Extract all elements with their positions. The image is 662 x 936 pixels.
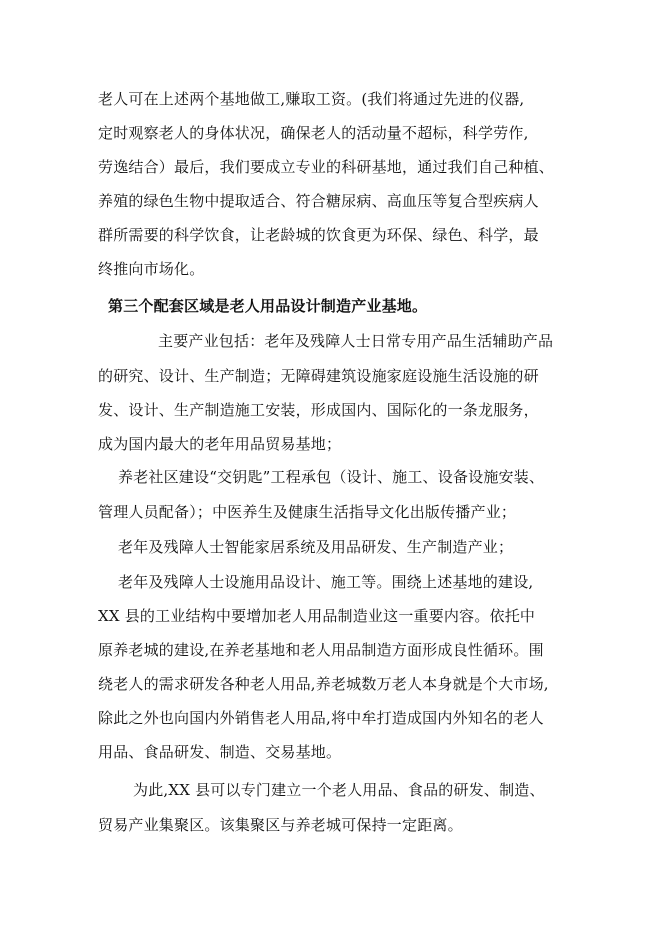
text-line: 老年及残障人士智能家居系统及用品研发、生产制造产业； <box>118 538 514 556</box>
text-line: 为此,XX 县可以专门建立一个老人用品、食品的研发、制造、 <box>133 781 545 799</box>
text-line: 群所需要的科学饮食，让老龄城的饮食更为环保、绿色、科学，最 <box>98 226 539 244</box>
text-line: 绕老人的需求研发各种老人用品,养老城数万老人本身就是个大市场, <box>98 675 549 693</box>
text-line: 用品、食品研发、制造、交易基地。 <box>98 743 342 761</box>
text-line: 劳逸结合）最后，我们要成立专业的科研基地，通过我们自己种植、 <box>98 158 555 176</box>
text-line: 养殖的绿色生物中提取适合、符合糖尿病、高血压等复合型疾病人 <box>98 192 539 210</box>
text-line: 原养老城的建设,在养老基地和老人用品制造方面形成良性循环。围 <box>98 641 544 659</box>
text-line: 老年及残障人士设施用品设计、施工等。围绕上述基地的建设, <box>118 573 534 591</box>
text-line: 除此之外也向国内外销售老人用品,将中牟打造成国内外知名的老人 <box>98 709 544 727</box>
text-line: 主要产业包括：老年及残障人士日常专用产品生活辅助产品 <box>158 332 554 350</box>
text-line: 发、设计、生产制造施工安装，形成国内、国际化的一条龙服务， <box>98 401 539 419</box>
text-line: 养老社区建设“交钥匙”工程承包（设计、施工、设备设施安装、 <box>118 468 545 486</box>
text-line: 贸易产业集聚区。该集聚区与养老城可保持一定距离。 <box>98 816 463 834</box>
text-line: 终推向市场化。 <box>98 260 205 278</box>
text-line: 老人可在上述两个基地做工,赚取工资。(我们将通过先进的仪器, <box>98 90 525 108</box>
section-heading: 第三个配套区域是老人用品设计制造产业基地。 <box>108 297 428 315</box>
text-line: XX 县的工业结构中要增加老人用品制造业这一重要内容。依托中 <box>98 607 536 625</box>
text-line: 管理人员配备）；中医养生及健康生活指导文化出版传播产业； <box>98 503 517 521</box>
text-line: 定时观察老人的身体状况，确保老人的活动量不超标，科学劳作, <box>98 124 529 142</box>
text-line: 的研究、设计、生产制造；无障碍建筑设施家庭设施生活设施的研 <box>98 367 539 385</box>
text-line: 成为国内最大的老年用品贸易基地； <box>98 435 342 453</box>
